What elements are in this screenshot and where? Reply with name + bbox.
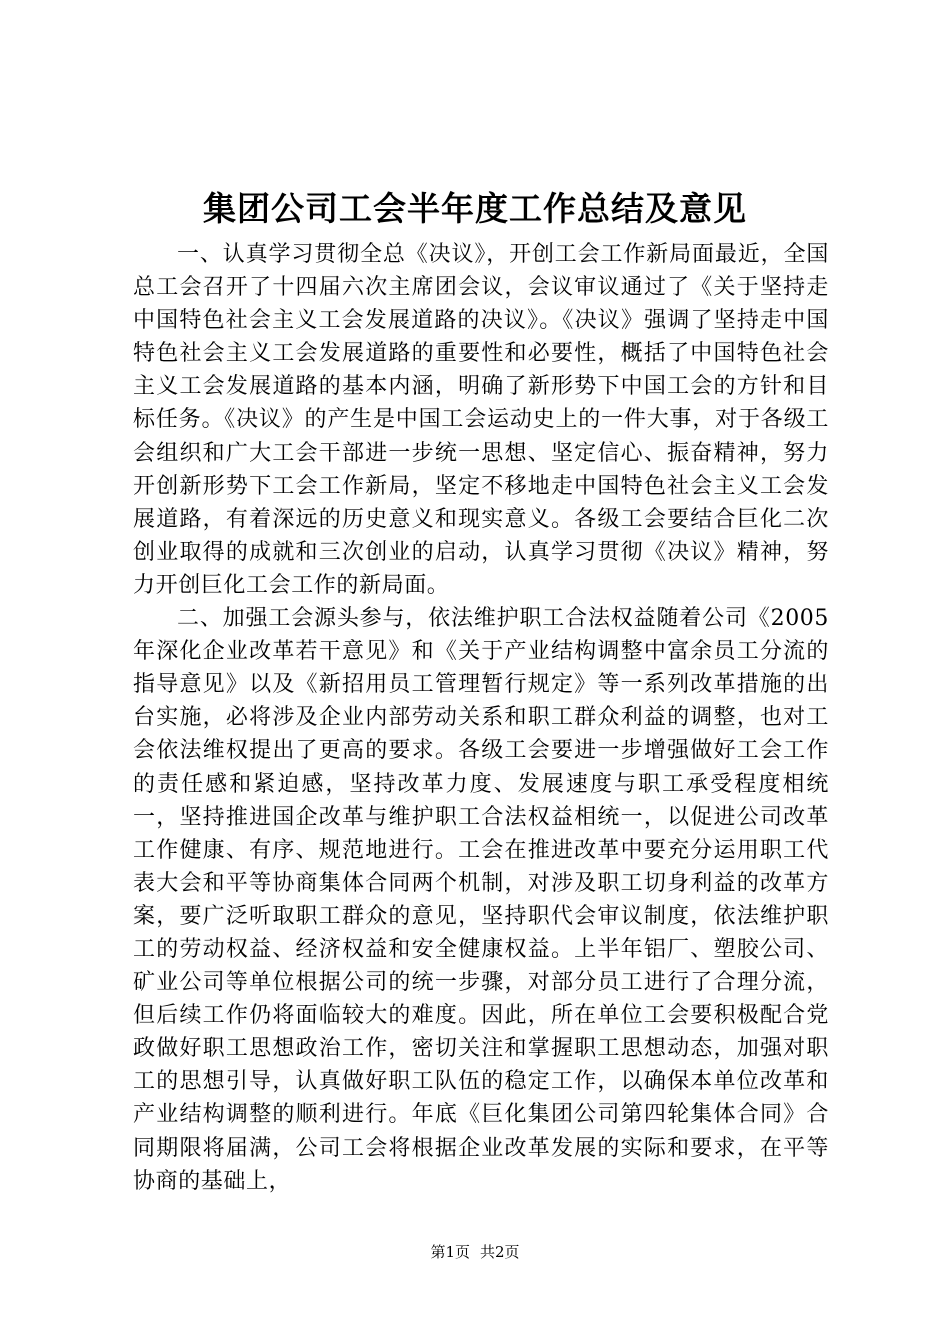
page-footer <box>0 1242 950 1262</box>
document-body <box>133 238 829 1198</box>
page-total: 共2页 <box>480 1243 520 1261</box>
document-title: 集团公司工会半年度工作总结及意见 <box>203 189 747 228</box>
paragraph-1: 一、认真学习贯彻全总《决议》，开创工会工作新局面最近，全国总工会召开了十四届六次主席团会议，会议审议通过了《关于坚持走中国特色社会主义工会发展道路的决议》。《决议》强调了坚持走中国特色社会主义工会发展道路的重要性和必要性，概括了中国特色社会主义工会发展道路的基本内涵，明确了新形势下中国工会的方针和目标任务。《决议》的产生是中国工会运动史上的一件大事，对于各级工会组织和广大工会干部进一步统一思想、坚定信心、振奋精神，努力开创新形势下工会工作新局，坚定不移地走中国特色社会主义工会发展道路，有着深远的历史意义和现实意义。各级工会要结合巨化二次创业取得的成就和三次创业的启动，认真学习贯彻《决议》精神，努力开创巨化工会工作的新局面。 <box>133 242 829 598</box>
page-number: 第1页 <box>430 1243 470 1261</box>
paragraph-2: 二、加强工会源头参与，依法维护职工合法权益随着公司《2005年深化企业改革若干意见》和《关于产业结构调整中富余员工分流的指导意见》以及《新招用员工管理暂行规定》等一系列改革措施的出台实施，必将涉及企业内部劳动关系和职工群众利益的调整，也对工会依法维权提出了更高的要求。各级工会要进一步增强做好工会工作的责任感和紧迫感，坚持改革力度、发展速度与职工承受程度相统一，坚持推进国企改革与维护职工合法权益相统一，以促进公司改革工作健康、有序、规范地进行。工会在推进改革中要充分运用职工代表大会和平等协商集体合同两个机制，对涉及职工切身利益的改革方案，要广泛听取职工群众的意见，坚持职代会审议制度，依法维护职工的劳动权益、经济权益和安全健康权益。上半年铝厂、塑胶公司、矿业公司等单位根据公司的统一步骤，对部分员工进行了合理分流，但后续工作仍将面临较大的难度。因此，所在单位工会要积极配合党政做好职工思想政治工作，密切关注和掌握职工思想动态，加强对职工的思想引导，认真做好职工队伍的稳定工作，以确保本单位改革和产业结构调整的顺利进行。年底《巨化集团公司第四轮集体合同》合同期限将届满，公司工会将根据企业改革发展的实际和要求，在平等协商的基础上， <box>133 606 829 1194</box>
